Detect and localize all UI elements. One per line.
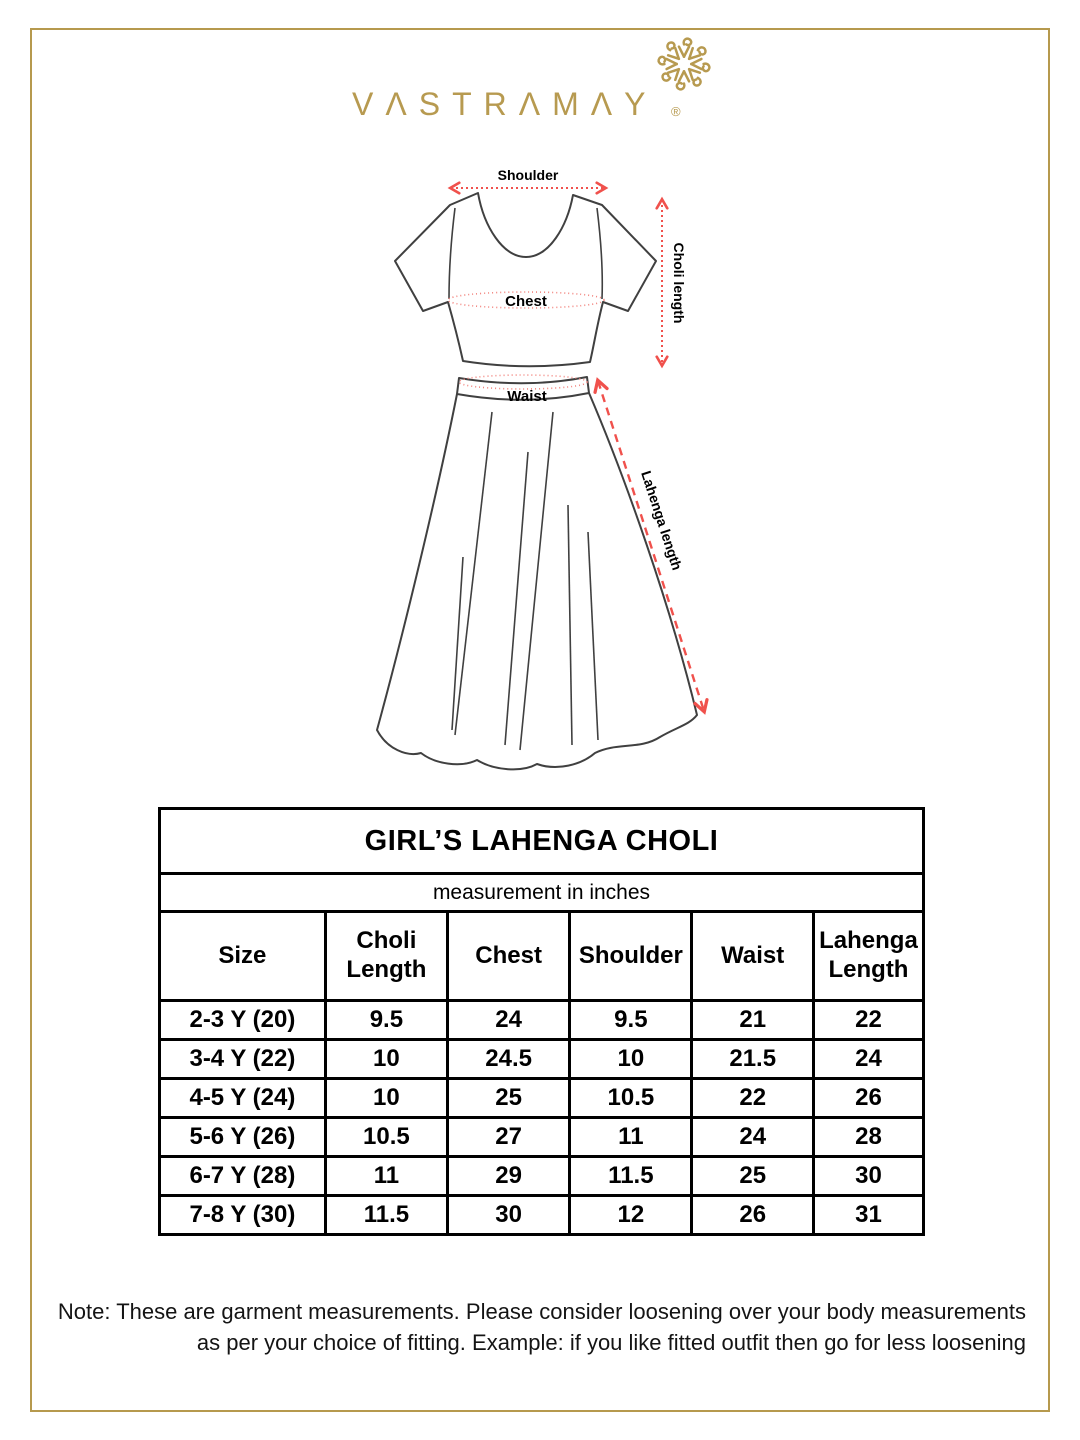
shoulder-cell: 9.5 xyxy=(570,1001,692,1040)
table-subtitle: measurement in inches xyxy=(160,874,924,912)
note-line: as per your choice of fitting. Example: if you like fitted outfit then go for less loosening xyxy=(196,1330,1026,1355)
waist-cell: 21 xyxy=(692,1001,813,1040)
waist-cell: 24 xyxy=(692,1118,813,1157)
column-header-waist: Waist xyxy=(692,912,813,1001)
choli-length-cell: 10 xyxy=(325,1079,447,1118)
table-row xyxy=(160,1118,924,1157)
shoulder-cell: 12 xyxy=(570,1196,692,1235)
chest-cell: 24 xyxy=(448,1001,570,1040)
choli-length-cell: 11 xyxy=(325,1157,447,1196)
chest-cell: 30 xyxy=(448,1196,570,1235)
size-cell: 6-7 Y (28) xyxy=(160,1157,326,1196)
shoulder-cell: 11 xyxy=(570,1118,692,1157)
lahenga-length-cell: 24 xyxy=(813,1040,923,1079)
column-header-choli-length: Choli Length xyxy=(325,912,447,1001)
size-cell: 7-8 Y (30) xyxy=(160,1196,326,1235)
registered-trademark-mark: ® xyxy=(671,104,681,119)
lahenga-length-label: Lahenga length xyxy=(638,468,686,573)
lahenga-seam-lines xyxy=(452,412,598,750)
garment-measurement-diagram xyxy=(365,165,715,795)
table-row xyxy=(160,1079,924,1118)
waist-measure-ellipse xyxy=(459,375,587,389)
table-title: GIRL’S LAHENGA CHOLI xyxy=(160,809,924,874)
lahenga-length-cell: 30 xyxy=(813,1157,923,1196)
size-chart-table xyxy=(158,807,925,1236)
choli-length-label: Choli length xyxy=(671,242,687,324)
choli-length-cell: 10.5 xyxy=(325,1118,447,1157)
shoulder-label: Shoulder xyxy=(497,167,559,183)
table-row xyxy=(160,1157,924,1196)
lahenga-length-cell: 26 xyxy=(813,1079,923,1118)
lahenga-length-cell: 28 xyxy=(813,1118,923,1157)
waist-cell: 22 xyxy=(692,1079,813,1118)
choli-length-cell: 9.5 xyxy=(325,1001,447,1040)
lahenga-outline xyxy=(377,377,697,769)
note-line: Note: These are garment measurements. Please consider loosening over your body measurements xyxy=(57,1299,1026,1324)
size-cell: 3-4 Y (22) xyxy=(160,1040,326,1079)
brand-logo-text: VΛSTRΛMΛY xyxy=(352,86,658,122)
waist-cell: 26 xyxy=(692,1196,813,1235)
chest-cell: 24.5 xyxy=(448,1040,570,1079)
size-cell: 2-3 Y (20) xyxy=(160,1001,326,1040)
column-header-lahenga-length: Lahenga Length xyxy=(813,912,923,1001)
column-header-size: Size xyxy=(160,912,326,1001)
shoulder-cell: 10 xyxy=(570,1040,692,1079)
size-cell: 5-6 Y (26) xyxy=(160,1118,326,1157)
chest-cell: 27 xyxy=(448,1118,570,1157)
table-row xyxy=(160,1040,924,1079)
brand-ornament-icon xyxy=(655,36,713,92)
table-row xyxy=(160,1196,924,1235)
table-row xyxy=(160,1001,924,1040)
shoulder-cell: 10.5 xyxy=(570,1079,692,1118)
column-header-chest: Chest xyxy=(448,912,570,1001)
chest-label: Chest xyxy=(505,293,547,310)
lahenga-length-cell: 22 xyxy=(813,1001,923,1040)
shoulder-cell: 11.5 xyxy=(570,1157,692,1196)
waist-cell: 25 xyxy=(692,1157,813,1196)
chest-cell: 25 xyxy=(448,1079,570,1118)
lahenga-length-cell: 31 xyxy=(813,1196,923,1235)
choli-length-cell: 11.5 xyxy=(325,1196,447,1235)
chest-cell: 29 xyxy=(448,1157,570,1196)
column-header-shoulder: Shoulder xyxy=(570,912,692,1001)
measurement-note xyxy=(50,1296,1026,1358)
choli-length-cell: 10 xyxy=(325,1040,447,1079)
waist-label: Waist xyxy=(507,388,547,405)
choli-outline xyxy=(395,193,656,366)
size-cell: 4-5 Y (24) xyxy=(160,1079,326,1118)
table-header-row xyxy=(160,912,924,1001)
measurement-marks xyxy=(448,188,704,711)
lahenga-length-measure-arrow xyxy=(598,381,704,711)
waist-cell: 21.5 xyxy=(692,1040,813,1079)
